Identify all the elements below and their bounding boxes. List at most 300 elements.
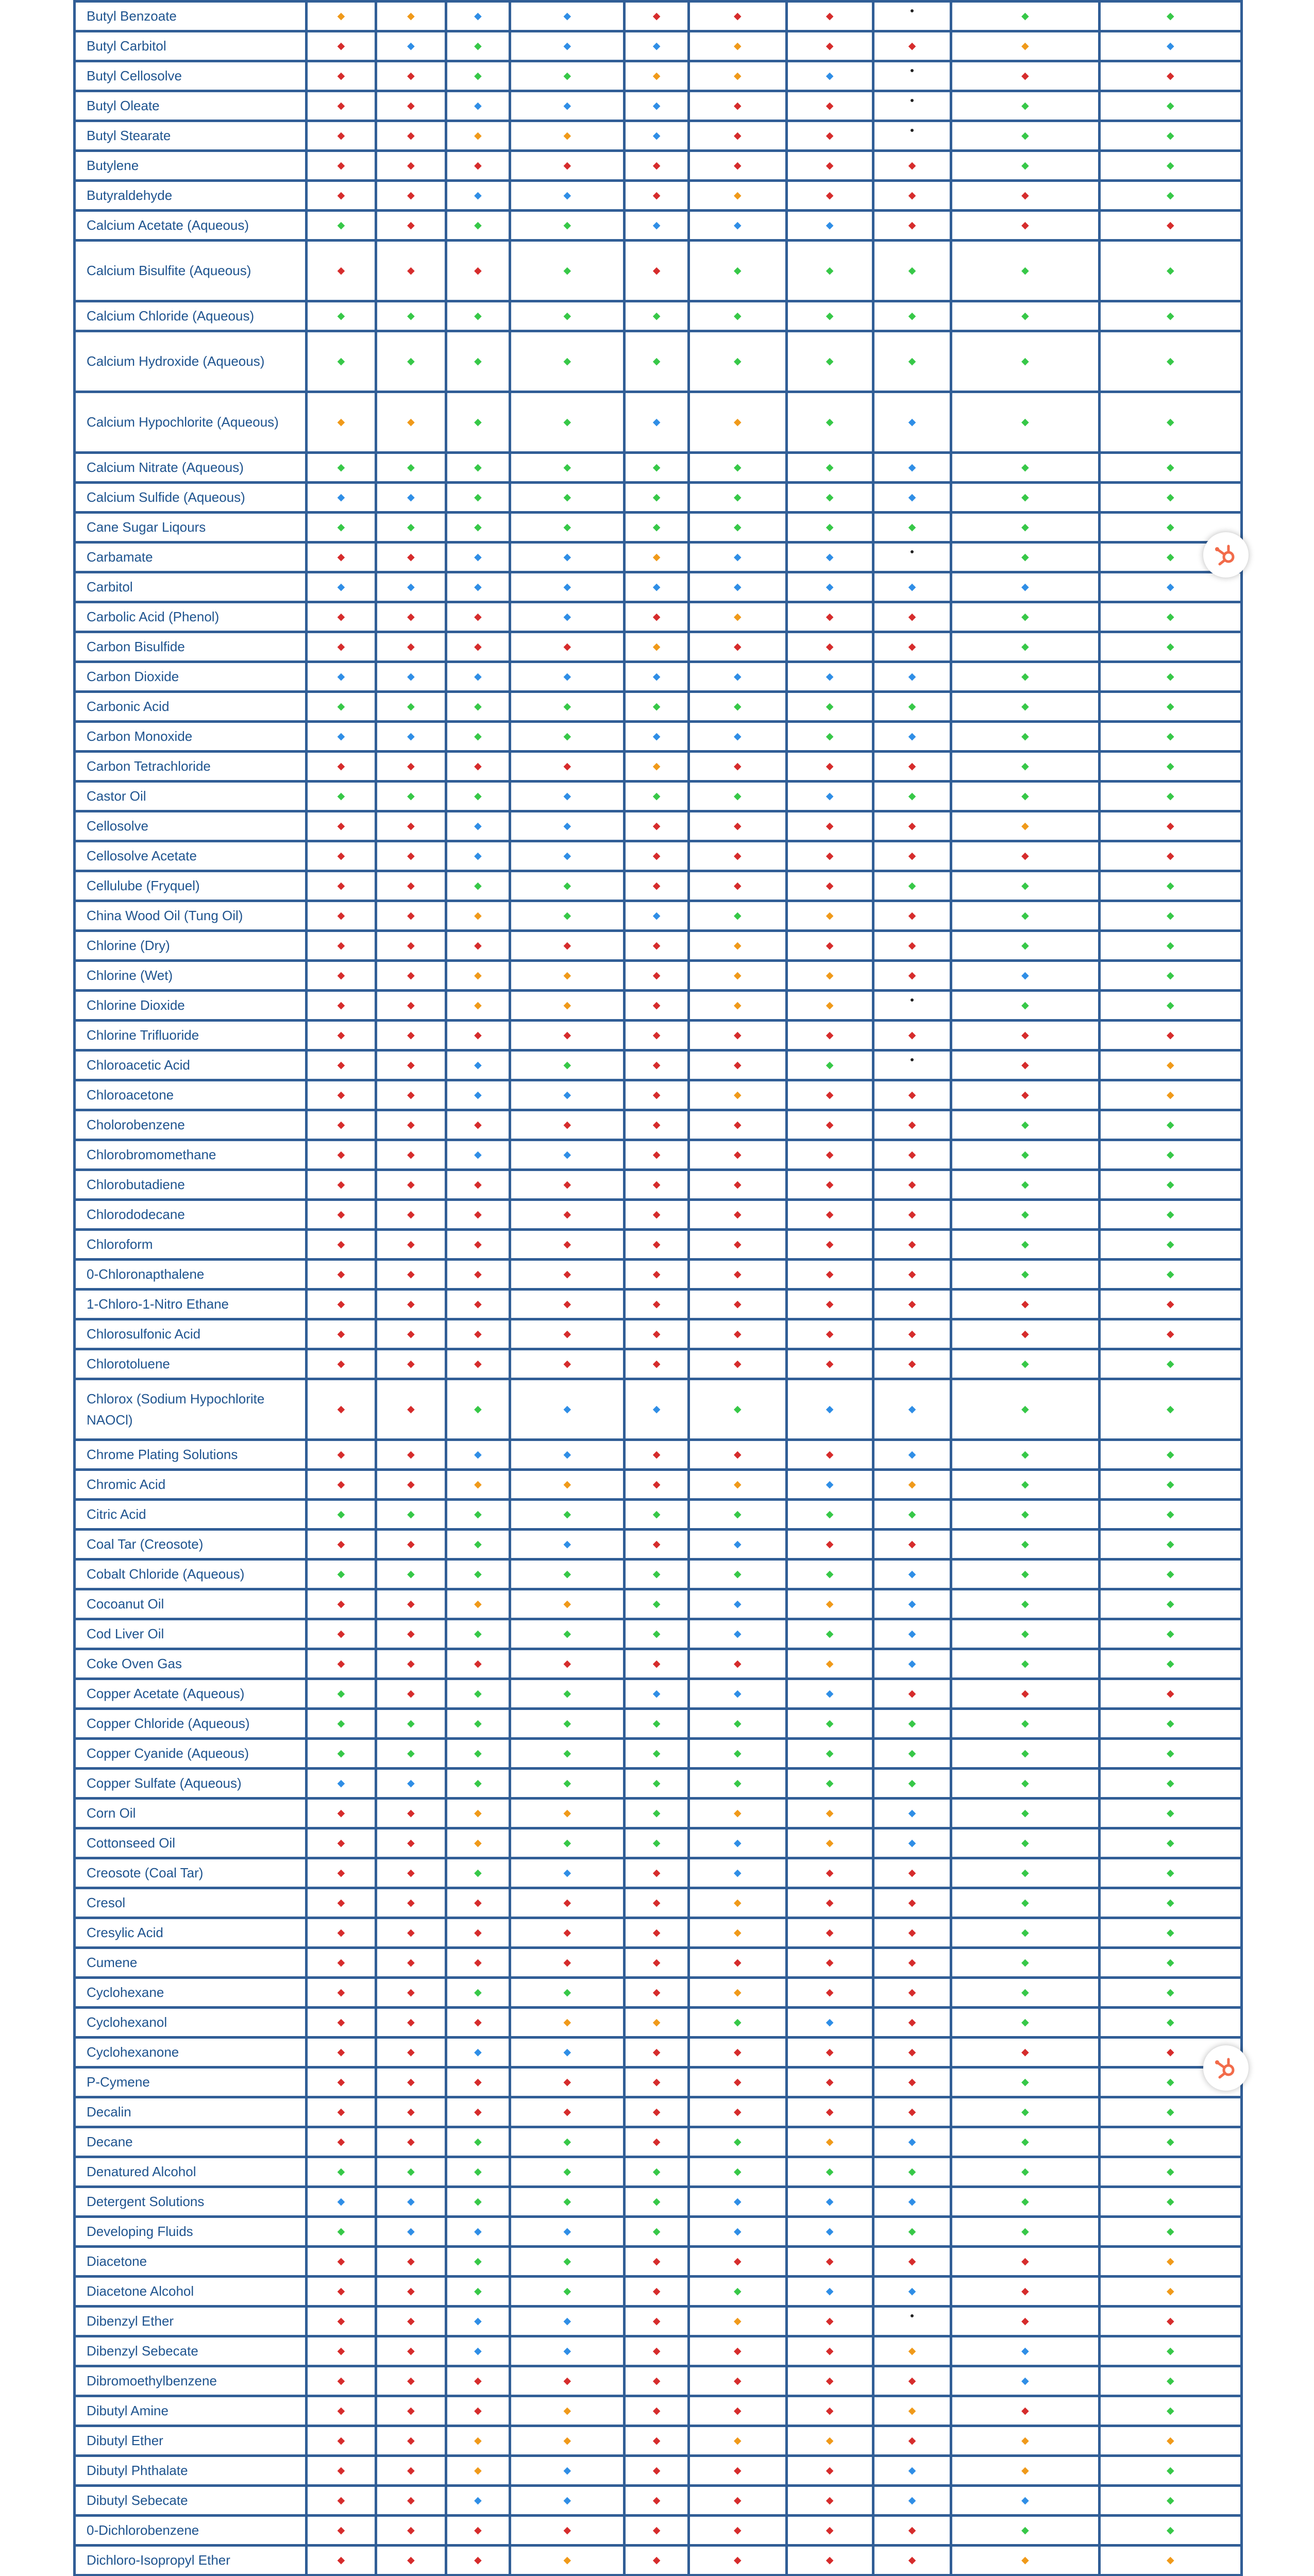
red-diamond-icon: ◆: [908, 1359, 916, 1369]
rating-cell: [510, 1170, 625, 1200]
blue-diamond-icon: ◆: [908, 492, 916, 503]
rating-cell: [510, 2307, 625, 2336]
rating-cell: [1099, 1140, 1241, 1170]
red-diamond-icon: ◆: [652, 1030, 661, 1041]
green-diamond-icon: ◆: [1166, 190, 1174, 201]
red-diamond-icon: ◆: [734, 2495, 742, 2506]
rating-cell: [786, 1858, 873, 1888]
rating-cell: [376, 2307, 446, 2336]
red-diamond-icon: ◆: [407, 2525, 415, 2536]
red-diamond-icon: ◆: [734, 880, 742, 891]
red-diamond-icon: ◆: [826, 100, 834, 111]
green-diamond-icon: ◆: [1166, 791, 1174, 802]
red-diamond-icon: ◆: [734, 1149, 742, 1160]
green-diamond-icon: ◆: [563, 1509, 571, 1520]
red-diamond-icon: ◆: [908, 940, 916, 951]
orange-diamond-icon: ◆: [1021, 2435, 1029, 2446]
table-row: [75, 1619, 1242, 1649]
green-diamond-icon: ◆: [337, 2166, 345, 2177]
red-diamond-icon: ◆: [908, 641, 916, 652]
green-diamond-icon: ◆: [1166, 2226, 1174, 2237]
rating-cell: [951, 483, 1099, 513]
rating-cell: [873, 1200, 951, 1230]
rating-cell: [446, 1470, 510, 1500]
rating-cell: [786, 392, 873, 453]
rating-cell: [625, 811, 689, 841]
red-diamond-icon: ◆: [826, 1927, 834, 1938]
rating-cell: [446, 2067, 510, 2097]
table-row: [75, 392, 1242, 453]
rating-cell: [510, 841, 625, 871]
rating-cell: [786, 2038, 873, 2067]
blue-diamond-icon: ◆: [474, 2047, 482, 2058]
orange-diamond-icon: ◆: [474, 2465, 482, 2476]
rating-cell: [376, 2097, 446, 2127]
rating-cell: [625, 1739, 689, 1769]
red-diamond-icon: ◆: [1166, 1688, 1174, 1699]
hubspot-widget-button[interactable]: [1203, 532, 1249, 578]
green-diamond-icon: ◆: [734, 2166, 742, 2177]
rating-cell: [786, 961, 873, 991]
green-diamond-icon: ◆: [474, 2137, 482, 2147]
rating-cell: [510, 1319, 625, 1349]
rating-cell: [625, 1080, 689, 1110]
rating-cell: [786, 2426, 873, 2456]
black-dot-icon: [911, 99, 914, 102]
blue-diamond-icon: ◆: [908, 731, 916, 742]
green-diamond-icon: ◆: [1166, 311, 1174, 321]
rating-cell: [951, 1050, 1099, 1080]
orange-diamond-icon: ◆: [734, 1479, 742, 1490]
red-diamond-icon: ◆: [826, 940, 834, 951]
red-diamond-icon: ◆: [652, 970, 661, 981]
orange-diamond-icon: ◆: [734, 970, 742, 981]
red-diamond-icon: ◆: [337, 1539, 345, 1550]
red-diamond-icon: ◆: [474, 1897, 482, 1908]
rating-cell: [625, 1649, 689, 1679]
rating-cell: [689, 752, 787, 782]
green-diamond-icon: ◆: [563, 1778, 571, 1789]
red-diamond-icon: ◆: [407, 2107, 415, 2117]
green-diamond-icon: ◆: [563, 1838, 571, 1849]
green-diamond-icon: ◆: [1166, 1987, 1174, 1998]
rating-cell: [873, 602, 951, 632]
rating-cell: [446, 543, 510, 572]
rating-cell: [689, 513, 787, 543]
green-diamond-icon: ◆: [1166, 1239, 1174, 1250]
rating-cell: [446, 2008, 510, 2038]
rating-cell: [625, 961, 689, 991]
rating-cell: [510, 1978, 625, 2008]
rating-cell: [306, 1530, 376, 1560]
rating-cell: [689, 2277, 787, 2307]
green-diamond-icon: ◆: [1166, 1359, 1174, 1369]
rating-cell: [510, 1828, 625, 1858]
blue-diamond-icon: ◆: [1021, 970, 1029, 981]
chemical-name: Butyl Carbitol: [75, 31, 307, 61]
rating-cell: [625, 181, 689, 211]
green-diamond-icon: ◆: [1021, 731, 1029, 742]
red-diamond-icon: ◆: [734, 1359, 742, 1369]
green-diamond-icon: ◆: [474, 2286, 482, 2297]
green-diamond-icon: ◆: [652, 1838, 661, 1849]
chemical-name: 0-Chloronapthalene: [75, 1260, 307, 1290]
rating-cell: [786, 1050, 873, 1080]
rating-cell: [1099, 722, 1241, 752]
red-diamond-icon: ◆: [337, 1269, 345, 1280]
table-row: [75, 513, 1242, 543]
chemical-name: Coke Oven Gas: [75, 1649, 307, 1679]
red-diamond-icon: ◆: [908, 41, 916, 52]
rating-cell: [376, 392, 446, 453]
rating-cell: [625, 392, 689, 453]
rating-cell: [786, 2127, 873, 2157]
red-diamond-icon: ◆: [652, 2435, 661, 2446]
chemical-name: Copper Acetate (Aqueous): [75, 1679, 307, 1709]
rating-cell: [510, 1021, 625, 1050]
red-diamond-icon: ◆: [826, 1149, 834, 1160]
red-diamond-icon: ◆: [734, 2256, 742, 2267]
red-diamond-icon: ◆: [734, 100, 742, 111]
red-diamond-icon: ◆: [734, 1209, 742, 1220]
rating-cell: [873, 2, 951, 31]
rating-cell: [1099, 1709, 1241, 1739]
rating-cell: [689, 1500, 787, 1530]
rating-cell: [786, 1649, 873, 1679]
table-row: [75, 1709, 1242, 1739]
red-diamond-icon: ◆: [407, 641, 415, 652]
red-diamond-icon: ◆: [407, 1299, 415, 1310]
rating-cell: [786, 1679, 873, 1709]
green-diamond-icon: ◆: [1021, 2107, 1029, 2117]
rating-cell: [873, 871, 951, 901]
rating-cell: [873, 1500, 951, 1530]
rating-cell: [786, 2336, 873, 2366]
rating-cell: [510, 301, 625, 331]
red-diamond-icon: ◆: [407, 1927, 415, 1938]
green-diamond-icon: ◆: [1166, 1629, 1174, 1639]
table-row: [75, 1140, 1242, 1170]
red-diamond-icon: ◆: [734, 130, 742, 141]
rating-cell: [376, 2366, 446, 2396]
rating-cell: [376, 2067, 446, 2097]
blue-diamond-icon: ◆: [734, 220, 742, 231]
rating-cell: [1099, 1918, 1241, 1948]
chemical-name: Carbon Tetrachloride: [75, 752, 307, 782]
blue-diamond-icon: ◆: [908, 2495, 916, 2506]
blue-diamond-icon: ◆: [908, 2465, 916, 2476]
red-diamond-icon: ◆: [908, 2376, 916, 2386]
red-diamond-icon: ◆: [826, 2107, 834, 2117]
orange-diamond-icon: ◆: [1166, 2256, 1174, 2267]
red-diamond-icon: ◆: [337, 1239, 345, 1250]
green-diamond-icon: ◆: [563, 2256, 571, 2267]
red-diamond-icon: ◆: [337, 130, 345, 141]
rating-cell: [376, 1828, 446, 1858]
rating-cell: [786, 1948, 873, 1978]
rating-cell: [951, 632, 1099, 662]
rating-cell: [510, 2157, 625, 2187]
rating-cell: [951, 1589, 1099, 1619]
blue-diamond-icon: ◆: [337, 731, 345, 742]
rating-cell: [625, 1319, 689, 1349]
red-diamond-icon: ◆: [652, 612, 661, 622]
rating-cell: [376, 483, 446, 513]
orange-diamond-icon: ◆: [563, 130, 571, 141]
red-diamond-icon: ◆: [474, 1209, 482, 1220]
table-row: [75, 211, 1242, 241]
rating-cell: [446, 692, 510, 722]
rating-cell: [376, 662, 446, 692]
rating-cell: [625, 1200, 689, 1230]
blue-diamond-icon: ◆: [1021, 582, 1029, 592]
rating-cell: [873, 1021, 951, 1050]
rating-cell: [786, 1080, 873, 1110]
rating-cell: [510, 991, 625, 1021]
green-diamond-icon: ◆: [1166, 2405, 1174, 2416]
rating-cell: [786, 1200, 873, 1230]
table-row: [75, 2516, 1242, 2546]
rating-cell: [446, 91, 510, 121]
green-diamond-icon: ◆: [563, 356, 571, 367]
rating-cell: [689, 543, 787, 572]
rating-cell: [306, 1978, 376, 2008]
rating-cell: [376, 2396, 446, 2426]
rating-cell: [689, 1679, 787, 1709]
red-diamond-icon: ◆: [407, 2137, 415, 2147]
rating-cell: [446, 1828, 510, 1858]
green-diamond-icon: ◆: [1021, 1987, 1029, 1998]
red-diamond-icon: ◆: [652, 1090, 661, 1100]
rating-cell: [510, 453, 625, 483]
table-row: [75, 1260, 1242, 1290]
green-diamond-icon: ◆: [1021, 701, 1029, 712]
rating-cell: [951, 2038, 1099, 2067]
rating-cell: [873, 543, 951, 572]
rating-cell: [510, 121, 625, 151]
chemical-name: Diacetone: [75, 2247, 307, 2277]
blue-diamond-icon: ◆: [652, 1688, 661, 1699]
green-diamond-icon: ◆: [474, 1688, 482, 1699]
red-diamond-icon: ◆: [337, 1030, 345, 1041]
rating-cell: [786, 1918, 873, 1948]
orange-diamond-icon: ◆: [826, 2435, 834, 2446]
rating-cell: [873, 1440, 951, 1470]
red-diamond-icon: ◆: [407, 1838, 415, 1849]
hubspot-widget-button[interactable]: [1203, 2045, 1249, 2091]
rating-cell: [625, 1560, 689, 1589]
rating-cell: [625, 453, 689, 483]
rating-cell: [446, 991, 510, 1021]
green-diamond-icon: ◆: [826, 265, 834, 276]
rating-cell: [306, 121, 376, 151]
rating-cell: [873, 2546, 951, 2575]
rating-cell: [446, 1200, 510, 1230]
table-row: [75, 632, 1242, 662]
rating-cell: [786, 1589, 873, 1619]
rating-cell: [510, 2516, 625, 2546]
red-diamond-icon: ◆: [826, 2495, 834, 2506]
rating-cell: [306, 331, 376, 392]
blue-diamond-icon: ◆: [826, 220, 834, 231]
table-row: [75, 1500, 1242, 1530]
green-diamond-icon: ◆: [563, 1060, 571, 1071]
rating-cell: [376, 513, 446, 543]
red-diamond-icon: ◆: [1021, 71, 1029, 81]
green-diamond-icon: ◆: [908, 880, 916, 891]
red-diamond-icon: ◆: [908, 2077, 916, 2088]
rating-cell: [510, 1589, 625, 1619]
red-diamond-icon: ◆: [337, 2316, 345, 2327]
green-diamond-icon: ◆: [826, 1629, 834, 1639]
red-diamond-icon: ◆: [652, 1479, 661, 1490]
table-row: [75, 1589, 1242, 1619]
chemical-name: Dibromoethylbenzene: [75, 2366, 307, 2396]
rating-cell: [376, 151, 446, 181]
orange-diamond-icon: ◆: [734, 940, 742, 951]
blue-diamond-icon: ◆: [563, 1149, 571, 1160]
red-diamond-icon: ◆: [407, 1808, 415, 1819]
rating-cell: [306, 1500, 376, 1530]
green-diamond-icon: ◆: [563, 311, 571, 321]
rating-cell: [625, 1230, 689, 1260]
rating-cell: [873, 1349, 951, 1379]
rating-cell: [873, 1649, 951, 1679]
orange-diamond-icon: ◆: [563, 1000, 571, 1011]
rating-cell: [510, 1799, 625, 1828]
rating-cell: [689, 1230, 787, 1260]
table-row: [75, 1230, 1242, 1260]
rating-cell: [446, 301, 510, 331]
rating-cell: [510, 1110, 625, 1140]
red-diamond-icon: ◆: [337, 761, 345, 772]
rating-cell: [689, 2456, 787, 2486]
rating-cell: [446, 2366, 510, 2396]
table-row: [75, 1978, 1242, 2008]
rating-cell: [446, 2546, 510, 2575]
red-diamond-icon: ◆: [652, 1299, 661, 1310]
rating-cell: [786, 662, 873, 692]
green-diamond-icon: ◆: [337, 311, 345, 321]
table-row: [75, 2366, 1242, 2396]
red-diamond-icon: ◆: [563, 1897, 571, 1908]
rating-cell: [625, 841, 689, 871]
rating-cell: [951, 901, 1099, 931]
chemical-name: Copper Chloride (Aqueous): [75, 1709, 307, 1739]
rating-cell: [1099, 2008, 1241, 2038]
red-diamond-icon: ◆: [1021, 1060, 1029, 1071]
rating-cell: [376, 1799, 446, 1828]
red-diamond-icon: ◆: [407, 1987, 415, 1998]
chemical-name: Chlorine Trifluoride: [75, 1021, 307, 1050]
table-row: [75, 1828, 1242, 1858]
green-diamond-icon: ◆: [1166, 1718, 1174, 1729]
green-diamond-icon: ◆: [407, 2166, 415, 2177]
red-diamond-icon: ◆: [908, 821, 916, 832]
red-diamond-icon: ◆: [652, 1449, 661, 1460]
rating-cell: [625, 2486, 689, 2516]
rating-cell: [376, 1769, 446, 1799]
red-diamond-icon: ◆: [734, 1120, 742, 1130]
rating-cell: [376, 1619, 446, 1649]
red-diamond-icon: ◆: [474, 2555, 482, 2566]
rating-cell: [376, 2157, 446, 2187]
rating-cell: [1099, 61, 1241, 91]
blue-diamond-icon: ◆: [407, 2226, 415, 2237]
rating-cell: [1099, 2366, 1241, 2396]
red-diamond-icon: ◆: [908, 2435, 916, 2446]
red-diamond-icon: ◆: [826, 2525, 834, 2536]
rating-cell: [510, 2366, 625, 2396]
rating-cell: [376, 1858, 446, 1888]
black-dot-icon: [911, 129, 914, 132]
blue-diamond-icon: ◆: [734, 671, 742, 682]
red-diamond-icon: ◆: [734, 2077, 742, 2088]
blue-diamond-icon: ◆: [1166, 41, 1174, 52]
blue-diamond-icon: ◆: [563, 821, 571, 832]
rating-cell: [786, 31, 873, 61]
red-diamond-icon: ◆: [652, 2555, 661, 2566]
rating-cell: [951, 543, 1099, 572]
table-row: [75, 2456, 1242, 2486]
rating-cell: [446, 31, 510, 61]
rating-cell: [873, 1978, 951, 2008]
rating-cell: [376, 2, 446, 31]
rating-cell: [1099, 752, 1241, 782]
red-diamond-icon: ◆: [474, 2077, 482, 2088]
rating-cell: [510, 2008, 625, 2038]
rating-cell: [786, 782, 873, 811]
rating-cell: [625, 2546, 689, 2575]
red-diamond-icon: ◆: [1021, 2316, 1029, 2327]
red-diamond-icon: ◆: [337, 1658, 345, 1669]
red-diamond-icon: ◆: [407, 910, 415, 921]
green-diamond-icon: ◆: [337, 1569, 345, 1580]
green-diamond-icon: ◆: [1021, 1868, 1029, 1878]
blue-diamond-icon: ◆: [826, 2226, 834, 2237]
rating-cell: [446, 961, 510, 991]
red-diamond-icon: ◆: [337, 880, 345, 891]
blue-diamond-icon: ◆: [734, 1539, 742, 1550]
rating-cell: [306, 1470, 376, 1500]
rating-cell: [376, 2187, 446, 2217]
red-diamond-icon: ◆: [474, 2017, 482, 2028]
rating-cell: [1099, 1589, 1241, 1619]
red-diamond-icon: ◆: [826, 851, 834, 861]
table-row: [75, 1560, 1242, 1589]
blue-diamond-icon: ◆: [734, 1599, 742, 1609]
green-diamond-icon: ◆: [1166, 880, 1174, 891]
rating-cell: [689, 1828, 787, 1858]
red-diamond-icon: ◆: [652, 2405, 661, 2416]
red-diamond-icon: ◆: [407, 1897, 415, 1908]
red-diamond-icon: ◆: [337, 2376, 345, 2386]
rating-cell: [510, 2217, 625, 2247]
rating-cell: [510, 392, 625, 453]
rating-cell: [1099, 2396, 1241, 2426]
rating-cell: [689, 91, 787, 121]
red-diamond-icon: ◆: [826, 761, 834, 772]
green-diamond-icon: ◆: [652, 2166, 661, 2177]
green-diamond-icon: ◆: [1166, 1897, 1174, 1908]
orange-diamond-icon: ◆: [908, 2405, 916, 2416]
rating-cell: [306, 1589, 376, 1619]
chemical-name: Calcium Hypochlorite (Aqueous): [75, 392, 307, 453]
red-diamond-icon: ◆: [474, 1269, 482, 1280]
red-diamond-icon: ◆: [734, 2107, 742, 2117]
green-diamond-icon: ◆: [337, 1509, 345, 1520]
red-diamond-icon: ◆: [407, 130, 415, 141]
